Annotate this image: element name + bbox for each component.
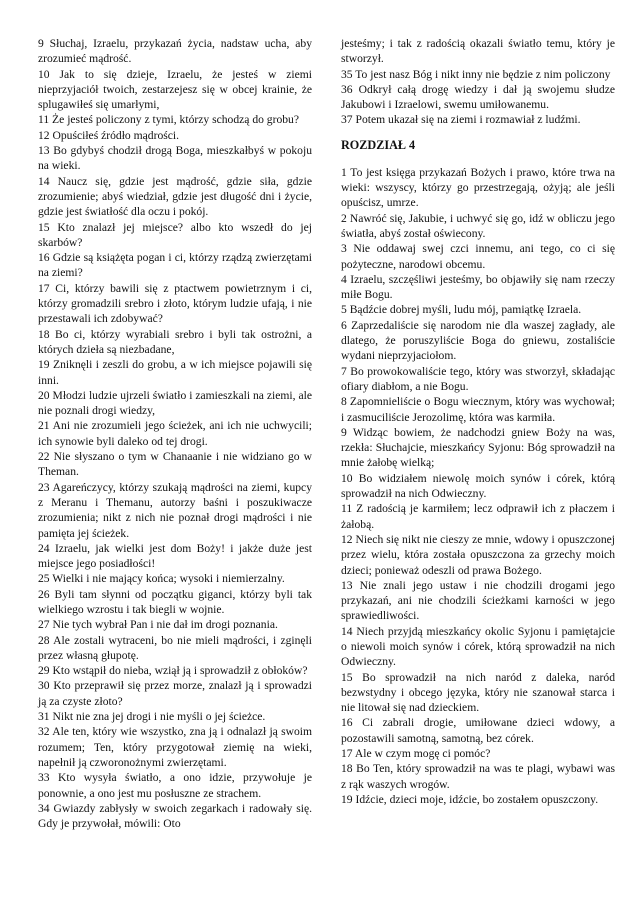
verse: 15 Kto znalazł jej miejsce? albo kto wszedł do jej skarbów? bbox=[38, 220, 312, 249]
verse: 15 Bo sprowadził na nich naród z daleka, naród bezwstydny i obcego języka, który nie szanował starca i nie litował się nad dzieckiem. bbox=[341, 670, 615, 715]
verse: 10 Jak to się dzieje, Izraelu, że jesteś w ziemi nieprzyjaciół twoich, zestarzejesz się w obcej krainie, że splugawiłeś się umarłymi, bbox=[38, 67, 312, 112]
verse: 35 To jest nasz Bóg i nikt inny nie będzie z nim policzony bbox=[341, 67, 611, 81]
verse: 21 Ani nie zrozumieli jego ścieżek, ani ich nie uchwycili; ich synowie byli daleko od tej drogi. bbox=[38, 419, 312, 448]
verse: 16 Gdzie są książęta pogan i ci, którzy rządzą zwierzętami na ziemi? bbox=[38, 251, 312, 280]
left-column bbox=[38, 36, 312, 876]
verse: 14 Naucz się, gdzie jest mądrość, gdzie siła, gdzie zrozumienie; abyś wiedział, gdzie jest długość dni i życie, gdzie jest światłość dla oczu i pokój. bbox=[38, 174, 312, 219]
verse: 29 Kto wstąpił do nieba, wziął ją i sprowadził z obłoków? bbox=[38, 664, 308, 678]
verse: 20 Młodzi ludzie ujrzeli światło i zamieszkali na ziemi, ale nie poznali drogi wiedzy, bbox=[38, 388, 312, 418]
verse: 27 Nie tych wybrał Pan i nie dał im drogi poznania. bbox=[38, 618, 278, 632]
verse: 36 Odkrył całą drogę wiedzy i dał ją swojemu słudze Jakubowi i Izraelowi, swemu umiłowanemu. bbox=[341, 82, 615, 112]
verse: 9 Widząc bowiem, że nadchodzi gniew Boży na was, rzekła: Słuchajcie, mieszkańcy Syjonu: Bóg sprowadził na mnie żałobę wielką; bbox=[341, 425, 615, 470]
verse: 2 Nawróć się, Jakubie, i uchwyć się go, idź w obliczu jego światła, abyś został oświecony. bbox=[341, 211, 615, 240]
verse: 17 Ci, którzy bawili się z ptactwem powietrznym i ci, którzy gromadzili srebro i złoto, którym ludzie ufają, i nie przestawali ich zdobywać? bbox=[38, 281, 312, 326]
verse: 26 Byli tam słynni od początku giganci, którzy byli tak wielkiego wzrostu i tak biegli w wojnie. bbox=[38, 587, 312, 616]
chapter-heading: ROZDZIAŁ 4 bbox=[341, 137, 416, 152]
verse: 12 Opuściłeś źródło mądrości. bbox=[38, 128, 180, 142]
verse: 1 To jest księga przykazań Bożych i prawo, które trwa na wieki: wszyscy, którzy go przestrzegają, ożyją; ale jeśli opuścisz, umrze. bbox=[341, 165, 615, 210]
verse: 6 Zaprzedaliście się narodom nie dla waszej zagłady, ale dlatego, że poruszyliście Boga do gniewu, zostaliście wydani nieprzyjaciołom. bbox=[341, 318, 615, 363]
verse: 16 Ci zabrali drogie, umiłowane dzieci wdowy, a pozostawili samotną, samotną, bez córek. bbox=[341, 716, 615, 745]
verse: 22 Nie słyszano o tym w Chanaanie i nie widziano go w Theman. bbox=[38, 450, 312, 479]
verse: 17 Ale w czym mogę ci pomóc? bbox=[341, 747, 491, 761]
verse: 7 Bo prowokowaliście tego, który was stworzył, składając ofiary diabłom, a nie Bogu. bbox=[341, 364, 615, 393]
verse: 33 Kto wysyła światło, a ono idzie, przywołuje je ponownie, a ono jest mu posłuszne ze strachem. bbox=[38, 771, 312, 800]
verse: 9 Słuchaj, Izraelu, przykazań życia, nadstaw ucha, aby zrozumieć mądrość. bbox=[38, 37, 312, 66]
verse: 11 Z radością je karmiłem; lecz odprawił ich z płaczem i żałobą. bbox=[341, 502, 615, 531]
verse: 28 Ale zostali wytraceni, bo nie mieli mądrości, i zginęli przez własną głupotę. bbox=[38, 633, 312, 662]
verse: 12 Niech się nikt nie cieszy ze mnie, wdowy i opuszczonej przez wielu, która została opuszczona za grzechy moich dzieci; ponieważ odeszli od prawa Bożego. bbox=[341, 532, 615, 577]
verse: 25 Wielki i nie mający końca; wysoki i niemierzalny. bbox=[38, 572, 285, 586]
verse: 19 Idźcie, dzieci moje, idźcie, bo zostałem opuszczony. bbox=[341, 792, 599, 806]
verse: 24 Izraelu, jak wielki jest dom Boży! i jakże duże jest miejsce jego posiadłości! bbox=[38, 541, 312, 571]
verse: 3 Nie oddawaj swej czci innemu, ani tego, co ci się pożyteczne, narodowi obcemu. bbox=[341, 242, 615, 271]
verse: 14 Niech przyjdą mieszkańcy okolic Syjonu i pamiętajcie o niewoli moich synów i córek, którą sprowadził na nich Odwieczny. bbox=[341, 624, 615, 669]
right-column bbox=[341, 36, 615, 876]
verse: 11 Że jesteś policzony z tymi, którzy schodzą do grobu? bbox=[38, 113, 300, 127]
verse: 18 Bo ci, którzy wyrabiali srebro i byli tak ostrożni, a których dzieła są niezbadane, bbox=[38, 327, 312, 356]
verse: jesteśmy; i tak z radością okazali światło temu, który je stworzył. bbox=[341, 37, 615, 66]
verse: 13 Bo gdybyś chodził drogą Boga, mieszkałbyś w pokoju na wieki. bbox=[38, 144, 312, 173]
document-page bbox=[38, 36, 615, 876]
verse: 4 Izraelu, szczęśliwi jesteśmy, bo objawiły się nam rzeczy miłe Bogu. bbox=[341, 272, 615, 302]
verse: 34 Gwiazdy zabłysły w swoich zegarkach i radowały się. Gdy je przywołał, mówili: Oto bbox=[38, 801, 312, 831]
verse: 31 Nikt nie zna jej drogi i nie myśli o jej ścieżce. bbox=[38, 710, 266, 724]
verse: 13 Nie znali jego ustaw i nie chodzili drogami jego przykazań, ani nie chodzili ścieżkami karności w jego sprawiedliwości. bbox=[341, 578, 615, 623]
verse: 18 Bo Ten, który sprowadził na was te plagi, wybawi was z rąk waszych wrogów. bbox=[341, 762, 615, 791]
verse: 10 Bo widziałem niewolę moich synów i córek, którą sprowadził na nich Odwieczny. bbox=[341, 471, 615, 501]
verse: 30 Kto przeprawił się przez morze, znalazł ją i sprowadzi ją za czyste złoto? bbox=[38, 679, 312, 708]
verse: 23 Agareńczycy, którzy szukają mądrości na ziemi, kupcy z Meranu i Themanu, autorzy baśni i poszukiwacze zrozumienia; nikt z nich nie poznał drogi mądrości i nie pamięta jej ścieżek. bbox=[38, 480, 312, 540]
verse: 32 Ale ten, który wie wszystko, zna ją i odnalazł ją swoim rozumem; Ten, który przygotował ziemię na wieki, napełnił ją czworonożnymi zwierzętami. bbox=[38, 725, 312, 769]
verse: 5 Bądźcie dobrej myśli, ludu mój, pamiątkę Izraela. bbox=[341, 303, 582, 317]
verse: 8 Zapomnieliście o Bogu wiecznym, który was wychował; i zasmuciliście Jerozolimę, która was karmiła. bbox=[341, 395, 615, 424]
verse: 37 Potem ukazał się na ziemi i rozmawiał z ludźmi. bbox=[341, 113, 581, 127]
verse: 19 Zniknęli i zeszli do grobu, a w ich miejsce pojawili się inni. bbox=[38, 358, 312, 387]
